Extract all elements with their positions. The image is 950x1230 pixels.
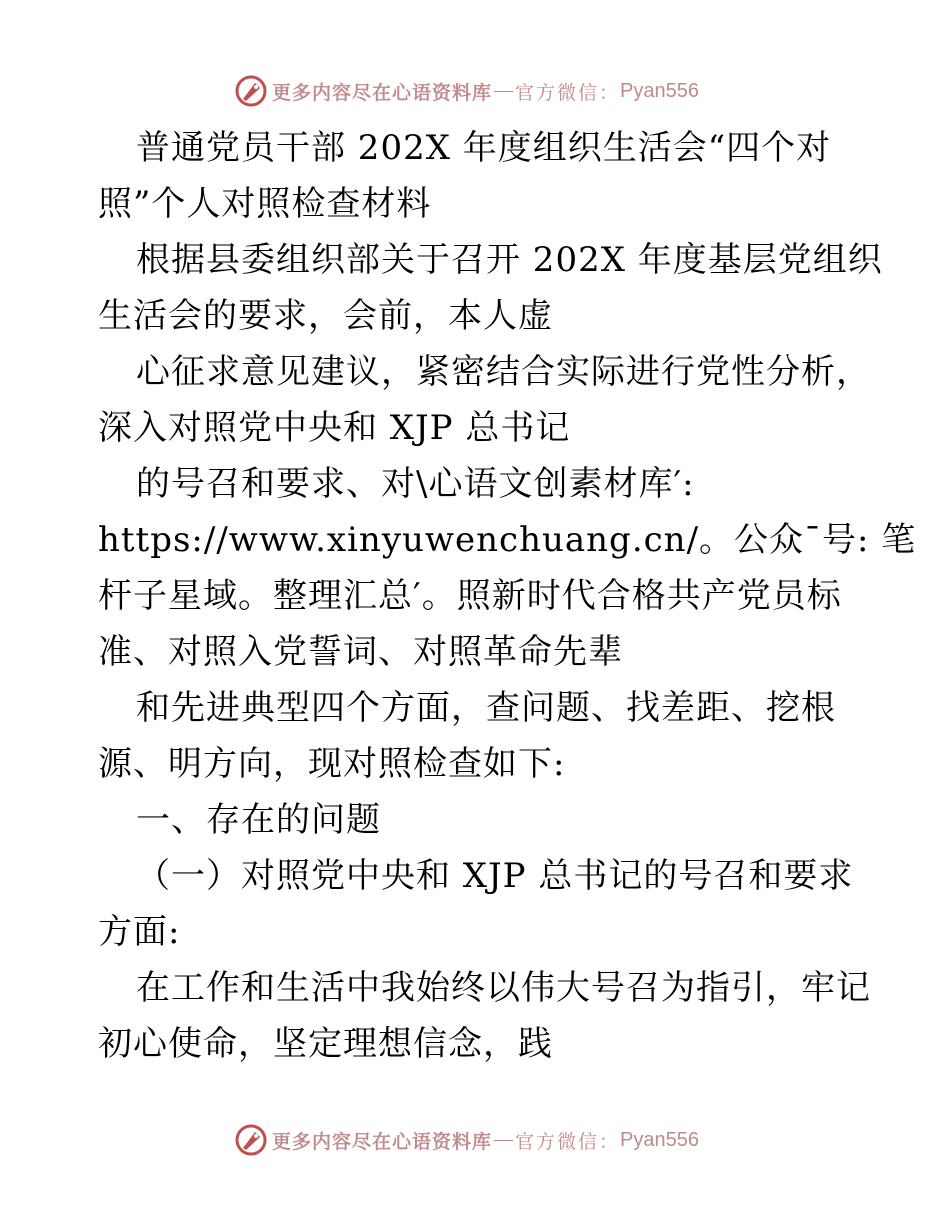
footer-watermark xyxy=(234,1122,699,1158)
subsection-heading-line-1: （一）对照党中央和 XJP 总书记的号召和要求 xyxy=(136,856,854,896)
paragraph-line: 和先进典型四个方面，查问题、找差距、挖根 xyxy=(136,688,836,728)
paragraph-line: 杆子星域。整理汇总′。照新时代合格共产党员标 xyxy=(98,576,842,616)
watermark-account: Pyan556 xyxy=(620,1128,699,1151)
watermark-brand: 更多内容尽在心语资料库 xyxy=(272,81,493,104)
paragraph-line: 初心使命，坚定理想信念，践 xyxy=(98,1024,553,1064)
paragraph-line: 的号召和要求、对\心语文创素材库′: xyxy=(136,464,695,504)
paragraph-line: 源、明方向，现对照检查如下: xyxy=(98,744,566,784)
watermark-dash: — xyxy=(494,1129,514,1150)
paragraph-line: 心征求意见建议，紧密结合实际进行党性分析， xyxy=(136,352,871,392)
paragraph-line: 深入对照党中央和 XJP 总书记 xyxy=(98,408,571,448)
paragraph-line: 根据县委组织部关于召开 202X 年度基层党组织 xyxy=(136,240,883,280)
subsection-heading-line-2: 方面: xyxy=(98,912,181,952)
watermark-official-label: 官方微信： xyxy=(515,1130,621,1153)
section-heading: 一、存在的问题 xyxy=(136,800,381,840)
paragraph-line: 准、对照入党誓词、对照革命先辈 xyxy=(98,632,623,672)
paragraph-line: 在工作和生活中我始终以伟大号召为指引，牢记 xyxy=(136,968,871,1008)
watermark-dash: — xyxy=(494,80,514,101)
paragraph-line: 生活会的要求，会前，本人虚 xyxy=(98,296,553,336)
document-body xyxy=(98,120,917,1072)
watermark-brand: 更多内容尽在心语资料库 xyxy=(272,1130,493,1153)
header-watermark xyxy=(234,73,699,109)
watermark-account: Pyan556 xyxy=(620,79,699,102)
paragraph-line: https://www.xinyuwenchuang.cn/。公众¯号: 笔 xyxy=(98,520,917,560)
doc-title-line-2: 照”个人对照检查材料 xyxy=(98,184,432,224)
pen-nib-badge-icon xyxy=(234,74,268,108)
doc-title-line-1: 普通党员干部 202X 年度组织生活会“四个对 xyxy=(136,128,832,168)
watermark-official-label: 官方微信： xyxy=(515,81,621,104)
pen-nib-badge-icon xyxy=(234,1123,268,1157)
